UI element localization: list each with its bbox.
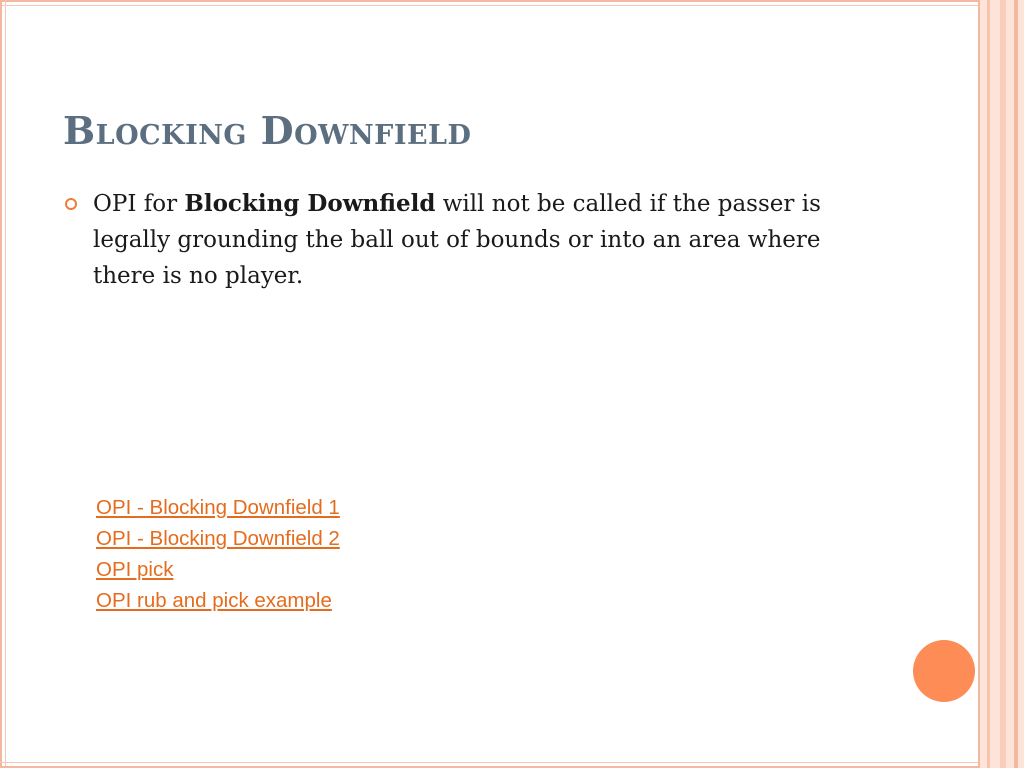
frame-border-left-inner — [5, 0, 6, 768]
decorative-stripe — [987, 0, 990, 768]
link-opi-blocking-downfield-2[interactable]: OPI - Blocking Downfield 2 — [96, 527, 340, 550]
link-opi-rub-and-pick-example[interactable]: OPI rub and pick example — [96, 589, 332, 612]
frame-border-top — [0, 0, 1024, 2]
decorative-stripe — [1000, 0, 1006, 768]
link-list — [96, 492, 340, 616]
link-opi-pick[interactable]: OPI pick — [96, 558, 174, 581]
frame-border-bottom-inner — [0, 762, 1024, 763]
bullet-item — [63, 186, 883, 294]
bullet-text-bold: Blocking Downfield — [184, 190, 436, 217]
bullet-text — [93, 186, 883, 294]
frame-border-left — [0, 0, 2, 768]
decorative-stripe — [1014, 0, 1018, 768]
decorative-stripe — [978, 0, 980, 768]
slide-title: Blocking Downfield — [63, 108, 472, 153]
link-opi-blocking-downfield-1[interactable]: OPI - Blocking Downfield 1 — [96, 496, 340, 519]
hollow-circle-bullet-icon — [65, 198, 77, 210]
bullet-text-lead: OPI for — [93, 191, 185, 217]
bullet-text-rest: will not be called if the passer is legally grounding the ball out of bounds or into an area where there is no player. — [93, 191, 821, 289]
frame-border-top-inner — [0, 5, 1024, 6]
decorative-orange-circle — [913, 640, 975, 702]
